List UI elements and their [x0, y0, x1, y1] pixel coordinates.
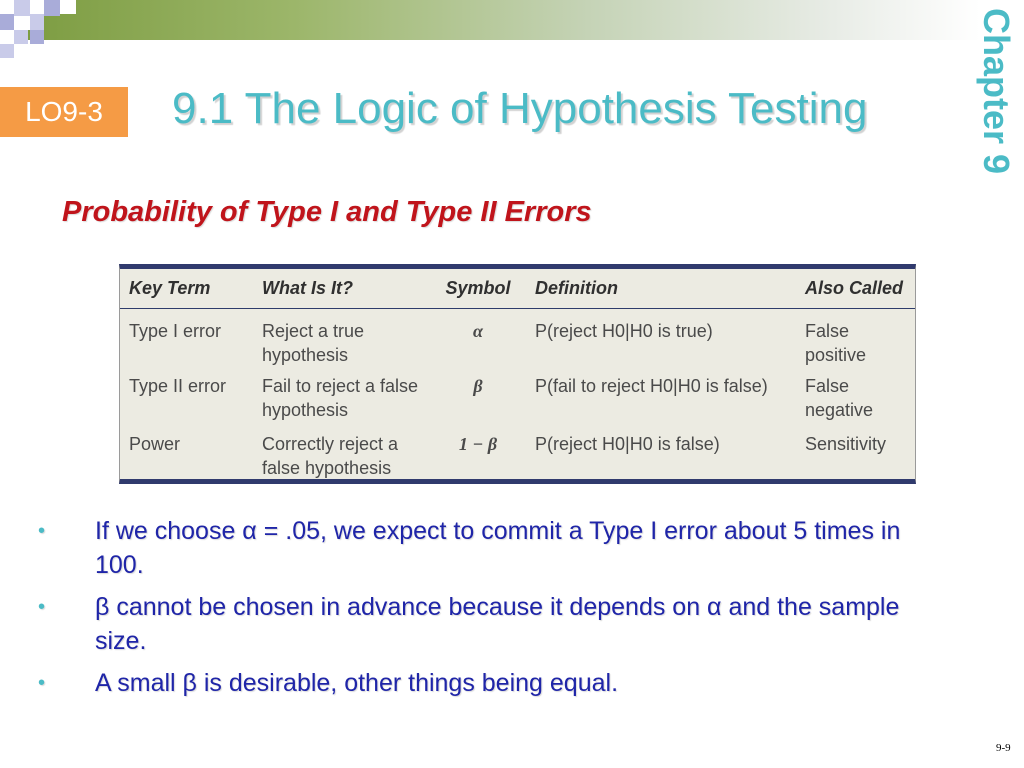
- header-also-called: Also Called: [796, 269, 915, 309]
- bullet-text: β cannot be chosen in advance because it depends on α and the sample size.: [95, 593, 900, 655]
- cell-symbol: 1 − β: [458, 434, 498, 454]
- bullet-dot-icon: •: [38, 596, 46, 618]
- slide-title: 9.1 The Logic of Hypothesis Testing: [172, 84, 868, 133]
- error-types-table: [120, 269, 915, 480]
- bullet-item: [30, 666, 930, 700]
- bullet-dot-icon: •: [38, 520, 46, 542]
- header-key-term: Key Term: [120, 269, 253, 309]
- bullet-item: [30, 514, 930, 582]
- cell-symbol: β: [473, 376, 483, 396]
- table-row: [120, 367, 915, 422]
- table-header-row: [120, 269, 915, 309]
- page-number: 9-9: [996, 742, 1011, 754]
- bullet-text: A small β is desirable, other things being equal.: [95, 669, 619, 697]
- cell-what: Reject a true hypothesis: [262, 321, 365, 365]
- bullet-item: [30, 590, 930, 658]
- bullet-text: If we choose α = .05, we expect to commit a Type I error about 5 times in 100.: [95, 517, 901, 579]
- cell-definition: P(reject H0|H0 is true): [535, 321, 713, 341]
- header-definition: Definition: [526, 269, 796, 309]
- cell-also-called: Sensitivity: [805, 434, 887, 454]
- bullet-list: [30, 514, 930, 708]
- slide-subtitle: Probability of Type I and Type II Errors: [62, 196, 592, 228]
- cell-symbol: α: [473, 321, 483, 341]
- cell-also-called: False positive: [805, 321, 867, 365]
- chapter-label: Chapter 9: [976, 8, 1017, 175]
- error-types-table-container: [119, 264, 916, 484]
- cell-term: Power: [129, 434, 181, 454]
- cell-term: Type I error: [129, 321, 222, 341]
- cell-also-called: False negative: [805, 376, 874, 420]
- cell-term: Type II error: [129, 376, 227, 396]
- cell-definition: P(reject H0|H0 is false): [535, 434, 720, 454]
- table-row: [120, 309, 915, 368]
- learning-objective-badge: LO9-3: [0, 87, 128, 137]
- table-row: [120, 422, 915, 480]
- top-decorative-band: [0, 0, 980, 40]
- cell-what: Fail to reject a false hypothesis: [262, 376, 419, 420]
- header-symbol: Symbol: [430, 269, 526, 309]
- cell-definition: P(fail to reject H0|H0 is false): [535, 376, 768, 396]
- bullet-dot-icon: •: [38, 672, 46, 694]
- cell-what: Correctly reject a false hypothesis: [262, 434, 399, 478]
- header-what-is-it: What Is It?: [253, 269, 430, 309]
